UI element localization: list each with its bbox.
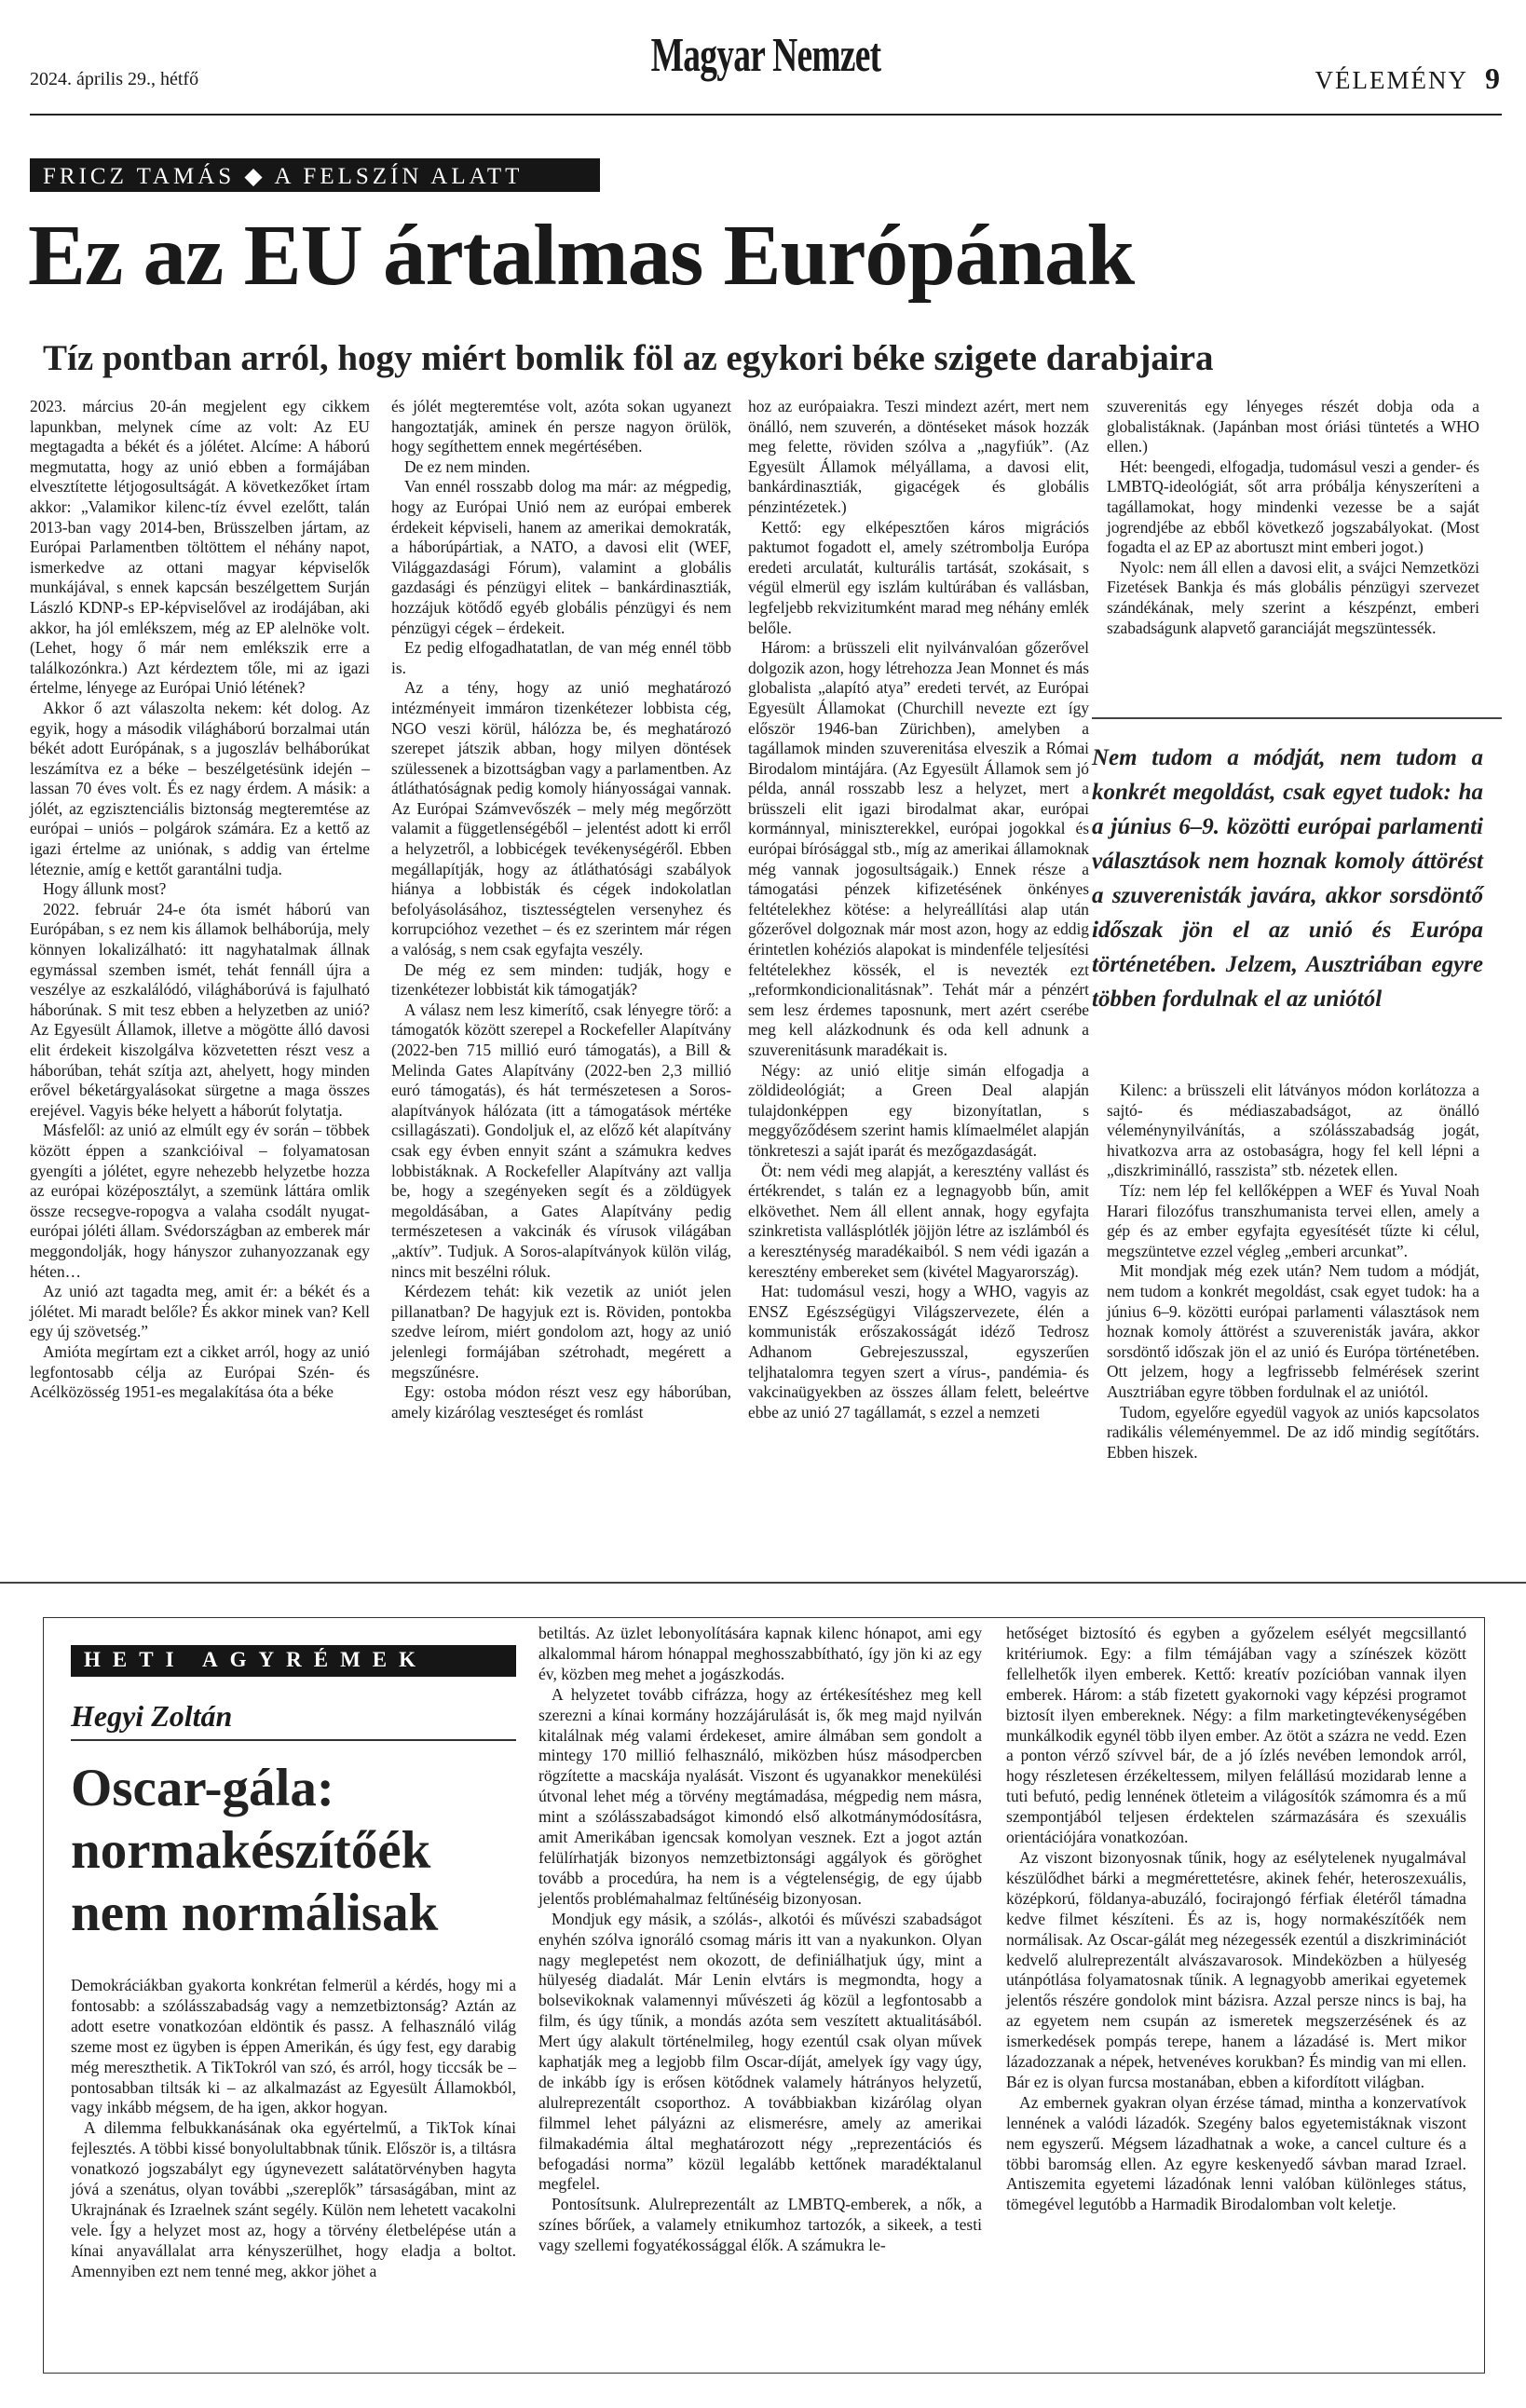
paragraph: hoz az európaiakra. Teszi mindezt azért, mert nem önálló, nem szuverén, a döntéseket mások hozzák meg felette, röviden szólva a „nagyfiúk”. (Az Egyesült Államok mélyállama, a davosi elit, bankárdinasztiák, gigacégek és globális pénzintézetek.) <box>748 397 1089 516</box>
section-divider <box>0 1582 1526 1584</box>
issue-date: 2024. április 29., hétfő <box>30 69 199 89</box>
section-name: VÉLEMÉNY <box>1315 66 1468 94</box>
paragraph: A válasz nem lesz kimerítő, csak lényegre törő: a támogatók között szerepel a Rockefeller Alapítvány (2022-ben 715 millió euró támogatás), a Bill & Melinda Gates Alapítvány (2022-ben 2,3 millió euró támogatás), és hát természetesen a Soros-alapítványok hálózata (itt a támogatások mértéke csillagászati). Gondoljuk el, az előző két alapítvány csak egy évben ennyit szánt a számukra kedves lobbistáknak. A Rockefeller Alapítvány azt vallja be, hogy a szegényeken segít és a zöldügyek megoldásában, a Gates Alapítvány pedig természetesen a vakcinák és vírusok világában „aktív”. Tudjuk. A Soros-alapítványok külön világ, nincs mit beszélni róluk. <box>391 1000 731 1281</box>
column-text-2 <box>538 1624 982 2256</box>
paragraph: Kérdezem tehát: kik vezetik az uniót jelen pillanatban? De hagyjuk ezt is. Röviden, pontokba szedve leírom, miért gondolom azt, hogy az unió jelenlegi formájában szétrohadt, megérett a megszűnésre. <box>391 1282 731 1381</box>
paragraph: Tudom, egyelőre egyedül vagyok az uniós kapcsolatos radikális véleményemmel. De az idő mindig segítőtárs. Ebben hiszek. <box>1107 1402 1479 1462</box>
pullquote-rule <box>1092 717 1502 719</box>
article-column-5 <box>1107 1081 1479 1462</box>
paragraph: A helyzetet tovább cifrázza, hogy az értékesítéshez meg kell szerezni a kínai kormány hozzájárulását is, ők meg majd nyilván kitalálnak még valami érdekeset, amire álmában sem gondolt a mintegy 170 millió felhasználó, miközben húsz másodpercben rögzítette a macskája nyalását. Viszont és ugyanakkor menekülési útvonal lehet még a törvény megtámadása, mégpedig nem másra, mint a szólásszabadságot kimondó első alkotmánymódosításra, amit Amerikában igencsak komolyan vesznek. Ezt a jogot aztán felülírhatják bizonyos nemzetbiztonsági aggályok és göröghet tovább a procedúra, ha nem is a végtelenségig, de egy újabb jelentős problémahalmaz feltűnéséig bizonyosan. <box>538 1684 982 1908</box>
paragraph: 2022. február 24-e óta ismét háború van Európában, s ez nem kis államok belháborúja, mely könnyen lokalizálható: itt nagyhatalmak állnak egymással szemben ismét, tehát fennáll újra a veszélye az eszkalálódó, világháborúvá is fajulható háborúnak. S mit tesz ebben a helyzetben az unió? Az Egyesült Államok, illetve a mögötte álló davosi elit érdekeit kiszolgálva közvetetten részt vesz a háborúban, tehát szítja azt, ahelyett, hogy minden erővel béketárgyalásokat sürgetne a maga összes erejével. Vagyis béke helyett a háborút folytatja. <box>30 899 370 1120</box>
paragraph: Pontosítsunk. Alulreprezentált az LMBTQ-emberek, a nők, a színes bőrűek, a valamely etnikumhoz tartozók, a sikeek, a testi vagy szellemi fogyatékossággal élők. A számukra le- <box>538 2195 982 2255</box>
paragraph: Nyolc: nem áll ellen a davosi elit, a svájci Nemzetközi Fizetések Bankja és más globális pénzügyi szervezet szándékának, mely szerint a készpénzt, emberi szabadságunk alapvető garanciáját megszüntessék. <box>1107 557 1479 637</box>
paragraph: Van ennél rosszabb dolog ma már: az mégpedig, hogy az Európai Unió nem az európai emberek érdekeit képviseli, hanem az amerikai demokraták, a háborúpártiak, a NATO, a davosi elit (WEF, Világgazdasági Fórum), valamint a globális gazdasági és pénzügyi elitek – bankárdinasztiák, hozzájuk kötődő egyéb globális pénzügyi és nem pénzügyi cégek – érdekeit. <box>391 477 731 637</box>
pullquote: Nem tudom a módját, nem tudom a konkrét megoldást, csak egyet tudok: ha a június 6–9. közötti európai parlamenti választások nem hoznak komoly áttörést a szuverenisták javára, akkor sorsdöntő időszak jön el az unió és Európa történetében. Jelzem, Ausztriában egyre többen fordulnak el az uniótól <box>1092 745 1483 1012</box>
article-column-4 <box>1107 397 1479 638</box>
paragraph: betiltás. Az üzlet lebonyolítására kapnak kilenc hónapot, ami egy alkalommal három hónappal meghosszabbítható, így jön ki az egy év, közben meg mehet a jogászkodás. <box>538 1624 982 1683</box>
paragraph: szuverenitás egy lényeges részét dobja oda a globalistáknak. (Japánban most óriási tüntetés a WHO ellen.) <box>1107 397 1479 456</box>
newspaper-logo: Magyar Nemzet <box>650 29 881 82</box>
paragraph: Amióta megírtam ezt a cikket arról, hogy az unió legfontosabb célja az Európai Szén- és Acélközösség 1951-es megalakítása óta a béke <box>30 1341 370 1402</box>
paragraph: Ez pedig elfogadhatatlan, de van még ennél több is. <box>391 638 731 677</box>
paragraph: Egy: ostoba módon részt vesz egy háborúban, amely kizárólag veszteséget és romlást <box>391 1382 731 1422</box>
paragraph: 2023. március 20-án megjelent egy cikkem lapunkban, melynek címe az volt: Az EU megtagadta a békét és a jólétet. Alcíme: A háború megmutatta, hogy az unió ebben a formájában elvesztítette létjogosultságát. A következőket írtam akkor: „Valamikor kilenc-tíz évvel ezelőtt, talán 2013-ban vagy 2014-ben, Brüsszelben jártam, az Európai Parlamentben töltöttem el néhány napot, ismerkedve az ottani magyar képviselők munkájával, s ennek kapcsán beszélgettem Surján László KDNP-s EP-képviselővel az irodájában, aki akkor, ha jól emlékszem, még az EP alelnöke volt. (Lehet, hogy ő már nem emlékszik erre a találkozónkra.) Azt kérdeztem tőle, mi az igazi értelme, lényege az Európai Unió létének? <box>30 397 370 698</box>
paragraph: Három: a brüsszeli elit nyilvánvalóan gőzerővel dolgozik azon, hogy létrehozza Jean Monnet és más globalista „alapító atya” eredeti tervét, az Európai Egyesült Államokat (Churchill nevezte ezt így először 1946-ban Zürichben), amelyben a tagállamok minden szuverenitása elveszik a Római Birodalom mintájára. (Az Egyesült Államok sem jó példa, annál rosszabb lesz a helyzet, mert a brüsszeli elit igazi birodalmat akar, európai kormánnyal, miniszterekkel, európai jogokkal és európai bírósággal stb., míg az amerikai államoknak még vannak jogosultságaik.) Ennek része a támogatási pénzek kifizetésének önkényes feltételekhez kötése: a helyreállítási alap után gőzerővel dolgoznak már most azon, hogy az eddig érintetlen kohéziós alapokat is mindenféle teljesítési feltételekhez kössék, el is nevezték ezt „reformkondicionalitásnak”. Tehát már a pénzért sem lesz érdemes taposnunk, mert azért cserébe meg kell alázkodnunk és oda kell adnunk a szuverenitásunk maradékait is. <box>748 638 1089 1059</box>
page-header <box>30 28 1502 95</box>
article-column-2 <box>391 397 731 1422</box>
section-label <box>1315 61 1502 96</box>
paragraph: hetőséget biztosító és egyben a győzelem esélyét megcsillantó kritériumok. Egy: a film témájában vagy a színészek között fellelhetők ilyen emberek. Kettő: kreatív pozícióban vannak ilyen emberek. Három: a stáb fizetett gyakornoki vagy képzési programot biztosít ilyen embereknek. Négy: a film marketingtevékenységében munkálkodik egynél több ilyen ember. Az ötöt a százra ne vedd. Ezen a ponton vérző szívvel bár, de a jó ízlés nevében lemondok arról, hogy részletesen érzékeltessem, milyen felállású mozidarab lenne a tuti befutó, pedig lennének ötleteim a világosítók számomra és a mű szempontjából teljesen érdektelen származására és szexuális orientációjára vonatkozóan. <box>1006 1624 1466 1847</box>
paragraph: Tíz: nem lép fel kellőképpen a WEF és Yuval Noah Harari filozófus transzhumanista tervei ellen, amely a gép és az ember egyfajta egyesítését tűzte ki célul, megszüntetve ezzel végleg „emberi arcunkat”. <box>1107 1180 1479 1260</box>
paragraph: A dilemma felbukkanásának oka egyértelmű, a TikTok kínai fejlesztés. A többi kissé bonyolultabbnak tűnik. Először is, a tiltásra vonatkozó jogszabályt egy úgynevezett salátatörvényben hagyta jóvá a szenátus, olyan további „szereplők” társaságában, mint az Ukrajnának és Izraelnek szánt segély. Külön nem lehetett vacakolni vele. Így a helyzet most az, hogy a törvény életbelépése után a kínai anyavállalat arra kényszerülhet, hogy eladja a boltot. Amennyiben ezt nem tenné meg, akkor jöhet a <box>71 2118 516 2280</box>
paragraph: Az embernek gyakran olyan érzése támad, mintha a konzervatívok lennének a valódi lázadók. Szegény balos egyetemistáknak viszont nem egyszerű. Mégsem lázadhatnak a woke, a cancel culture és a többi baromság ellen. Az egyre keskenyedő sávban marad Izrael. Antiszemita egyetemi lázadónak lenni valóban különleges státus, tömegével legutóbb a Harmadik Birodalomban volt keletje. <box>1006 2092 1466 2214</box>
paragraph: Hét: beengedi, elfogadja, tudomásul veszi a gender- és LMBTQ-ideológiát, sőt arra próbálja kényszeríteni a tagállamokat, hogy mindenki vezesse be a saját jogrendjébe az ebből következő jogszabályokat. (Most fogadta el az EP az abortuszt mint emberi jogot.) <box>1107 456 1479 557</box>
article-headline: Ez az EU ártalmas Európának <box>28 208 1135 304</box>
paragraph: Akkor ő azt válaszolta nekem: két dolog. Az egyik, hogy a második világháború borzalmai után békét adott Európának, s a jugoszláv belháborúkat leszámítva ez a béke – beszélgetésünk idején – lassan 70 éves volt. És ez nagy érdem. A másik: a jólét, az egzisztenciális biztonság megteremtése az európai – uniós – polgárok számára. Ez a kettő az igazi értelme az uniónak, s addig van értelme léteznie, amíg e kettőt garantálni tudja. <box>30 698 370 878</box>
column-kicker: HETI AGYRÉMEK <box>71 1645 516 1677</box>
article-kicker: FRICZ TAMÁS ◆ A FELSZÍN ALATT <box>30 158 600 192</box>
paragraph: és jólét megteremtése volt, azóta sokan ugyanezt hangoztatják, aminek én persze nagyon örülök, hogy segíthettem ennek megértésében. <box>391 397 731 456</box>
paragraph: Az unió azt tagadta meg, amit ér: a békét és a jólétet. Mi maradt belőle? És akkor minek van? Kell egy új szövetség.” <box>30 1282 370 1341</box>
article-subheadline: Tíz pontban arról, hogy miért bomlik föl az egykori béke szigete darabjaira <box>43 338 1214 378</box>
column-text-1 <box>71 1976 516 2282</box>
article-column-3 <box>748 397 1089 1422</box>
paragraph: Kilenc: a brüsszeli elit látványos módon korlátozza a sajtó- és médiaszabadságot, az önálló véleménynyilvánítás, a szólásszabadság jogát, hivatkozva arra az ostobaságra, hogy fel kell lépni a „diszkriminálló, rasszista” stb. nézetek ellen. <box>1107 1081 1479 1180</box>
paragraph: Az viszont bizonyosnak tűnik, hogy az esélytelenek nyugalmával készülődhet bárki a megmérettetésre, akinek fehér, heteroszexuális, középkorú, földanya-abuzáló, focirajongó férfiak életéről támadna kedve filmet készíteni. És az is, hogy normakészítőék nem normálisak. Az Oscar-gálát meg nézegessék ezentúl a diszkriminációt kedvelő alulreprezentált alvászavarosok. Mindeközben a hülyeség utánpótlása folyamatosnak tűnik. A legnagyobb amerikai egyetemek jelentős részére gondolok mint bázisra. Azzal persze nincs is baj, ha az egyetem nem csupán az ismeretek megszerzésének és az ismerkedések pompás terepe, hanem a lázadásé is. Mert mikor lázadozzanak a népek, hetvenéves korukban? És mindig van mi ellen. Bár ez is olyan furcsa mostanában, ebben a kifordított világban. <box>1006 1847 1466 2091</box>
paragraph: Kettő: egy elképesztően káros migrációs paktumot fogadott el, amely szétrombolja Európa eredeti arculatát, kulturális tartását, szokásait, s végül elmerül egy iszlám kultúrában és vallásban, legfeljebb rekvizitumként marad meg néhány emlék belőle. <box>748 517 1089 637</box>
paragraph: Másfelől: az unió az elmúlt egy év során – többek között éppen a szankcióival – folyamatosan gyengíti a jólétet, egyre nehezebb helyzetbe hozza az európai középosztályt, a szemünk láttára omlik össze recsegve-ropogva a valaha csodált nyugat-európai jóléti állam. Svédországban az emberek már meggondolják, hogy hányszor zuhanyozzanak egy héten… <box>30 1121 370 1281</box>
column-author: Hegyi Zoltán <box>71 1699 516 1741</box>
paragraph: De még ez sem minden: tudják, hogy e tizenkétezer lobbistát kik támogatják? <box>391 959 731 1000</box>
paragraph: Mondjuk egy másik, a szólás-, alkotói és művészi szabadságot enyhén szólva ignoráló csomag máris itt van a nyakunkon. Olyan nagy meglepetést nem okozott, de definiálhatjuk úgy, mint a hülyeség diadalát. Már Lenin elvtárs is megmondta, hogy a bolsevikoknak valamennyi művészeti ág közül a legfontosabb a film, és úgy tűnik, a mondás azóta sem veszített aktualitásából. Mert úgy alakult történelmileg, hogy ezentúl csak olyan művek kaphatják meg a legjobb film Oscar-díját, amelyek így vagy úgy, de inkább így is erősen kötődnek valamely hátrányos helyzetű, alulreprezentált csoporthoz. A továbbiakban kizárólag olyan filmmel lehet pályázni az elismerésre, amely az amerikai filmakadémia által meghatározott négy „reprezentációs és befogadási norma” közül legalább kettőnek maradéktalanul megfelel. <box>538 1909 982 2194</box>
paragraph: Demokráciákban gyakorta konkrétan felmerül a kérdés, hogy mi a fontosabb: a szólásszabadság vagy a nemzetbiztonság? Aztán az adott esetre vonatkozóan eldöntik és passz. A felhasználó világ szeme most ez ügyben is éppen Amerikán, és úgy fest, egy darabig még mereszthetik. A TikTokról van szó, és arról, hogy ticcsák be – pontosabban tiltsák ki – az alkalmazást az Egyesült Államokból, vagy inkább mégsem, de ha igen, akkor hogyan. <box>71 1976 516 2117</box>
page-number: 9 <box>1485 61 1502 95</box>
header-rule <box>30 114 1502 116</box>
paragraph: Hat: tudomásul veszi, hogy a WHO, vagyis az ENSZ Egészségügyi Világszervezete, élén a kommunisták erőszakosságát idéző Tedrosz Adhanom Gebrejeszusszal, egyszerűen teljhatalomra tegyen szert a vírus-, pandémia- és vakcinaügyekben az összes állam felett, beleértve ebbe az unió 27 tagállamát, s ezzel a nemzeti <box>748 1282 1089 1422</box>
paragraph: Négy: az unió elitje simán elfogadja a zöldideológiát; a Green Deal alapján tulajdonképpen egy bizonyítatlan, s meggyőződésem szerint hamis klímaelmélet alapján tönkreteszi a saját iparát és mezőgazdaságát. <box>748 1060 1089 1160</box>
paragraph: De ez nem minden. <box>404 456 531 476</box>
article-column-1 <box>30 397 370 1403</box>
paragraph: Hogy állunk most? <box>43 879 167 899</box>
column-text-3 <box>1006 1624 1466 2215</box>
column-headline: Oscar-gála: normakészítőék nem normálisak <box>71 1759 439 1942</box>
paragraph: Öt: nem védi meg alapját, a keresztény vallást és értékrendet, s talán ez a legnagyobb bűn, amit elkövethet. Nem áll ellent annak, hogy egyfajta szinkretista vallásplótlék jöjjön létre az iszlámból és a kereszténység maradékaiból. S nem védi igazán a keresztény embereket sem (kivétel Magyarország). <box>748 1161 1089 1281</box>
paragraph: Mit mondjak még ezek után? Nem tudom a módját, nem tudom a konkrét megoldást, csak egyet tudok: ha a június 6–9. közötti európai parlamenti választások nem hoznak komoly áttörést a szuverenisták javára, akkor sorsdöntő időszak jön el az unió és Európa történetében. Ott jelzem, hogy a legfrissebb felmérések szerint Ausztriában egyre többen fordulnak el az uniótól. <box>1107 1261 1479 1401</box>
paragraph: Az a tény, hogy az unió meghatározó intézményeit immáron tizenkétezer lobbista cég, NGO veszi körül, hálózza be, és meghatározó szerepet játszik abban, hogy milyen döntések szülessenek a bizottságban vagy a parlamentben. Az átláthatóságnak pedig komoly hiányosságai vannak. Az Európai Számvevőszék – mely még megőrzött valamit a függetlenségéből – jelentést adott ki erről a helyzetről, a lobbicégek tevékenységéről. Ebben megállapítják, hogy az átláthatósági szabályok hiánya a lobbisták és cégek indokolatlan befolyásolásához, tisztességtelen versenyhez és korrupcióhoz vezethet – és ez szerintem már régen a valóság, s nem csak egyfajta veszély. <box>391 678 731 959</box>
